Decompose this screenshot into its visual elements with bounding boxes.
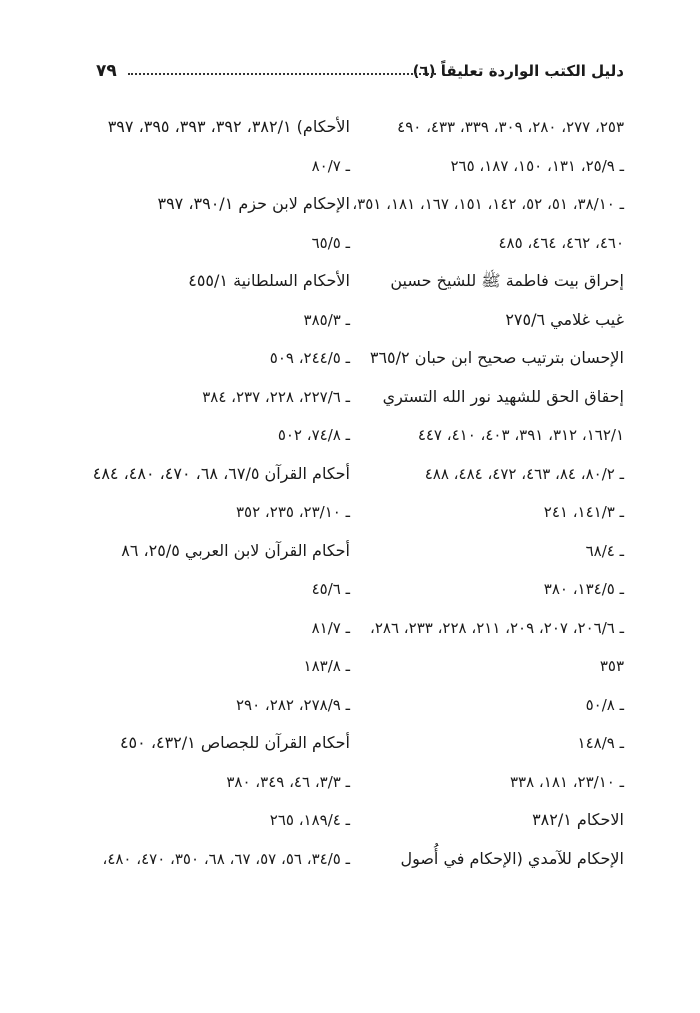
page-number: ٧٩: [96, 61, 117, 81]
index-entry: ـ ٣٨/١٠، ٥١، ٥٢، ١٤٢، ١٥١، ١٦٧، ١٨١، ٣٥١،: [352, 195, 624, 213]
page-header: [96, 58, 624, 88]
index-entry: ـ ٢٤٤/٥، ٥٠٩: [269, 349, 350, 367]
index-entry: ـ ٢٥/٩، ١٣١، ١٥٠، ١٨٧، ٢٦٥: [450, 156, 624, 175]
index-entry: ـ ١٨٣/٨: [303, 657, 350, 675]
index-entry: الاحكام ٣٨٢/١: [532, 810, 624, 829]
index-entry: ـ ٢٠٦/٦، ٢٠٧، ٢٠٩، ٢١١، ٢٢٨، ٢٣٣، ٢٨٦،: [370, 618, 624, 637]
index-entry: ـ ٢٧٨/٩، ٢٨٢، ٢٩٠: [235, 695, 350, 714]
index-entry: ٢٥٣، ٢٧٧، ٢٨٠، ٣٠٩، ٣٣٩، ٤٣٣، ٤٩٠: [397, 118, 624, 136]
index-entry: ـ ٣٤/٥، ٥٦، ٥٧، ٦٧، ٦٨، ٣٥٠، ٤٧٠، ٤٨٠،: [102, 849, 350, 868]
index-entry: ـ ٢٣/١٠، ١٨١، ٣٣٨: [509, 772, 624, 791]
index-entry: ـ ٣/٣، ٤٦، ٣٤٩، ٣٨٠: [226, 772, 350, 791]
index-entry: إحقاق الحق للشهيد نور الله التستري: [382, 386, 624, 406]
index-entry: ٣٥٣: [599, 657, 624, 675]
index-entry: إحراق بيت فاطمة ﷺ للشيخ حسين: [390, 271, 624, 290]
index-entry: ـ ٣٨٥/٣: [303, 310, 350, 329]
index-entry: ـ ٥٠/٨: [585, 695, 624, 714]
index-entry: أحكام القرآن ٦٧/٥، ٦٨، ٤٧٠، ٤٨٠، ٤٨٤: [92, 463, 350, 483]
index-entry: ـ ١٤٨/٩: [577, 734, 624, 752]
index-entry: ـ ٨١/٧: [311, 618, 350, 637]
index-entry: الإحسان بترتيب صحيح ابن حبان ٣٦٥/٢: [369, 348, 624, 367]
index-column-right: [352, 108, 624, 878]
index-entry: ٤٦٠، ٤٦٢، ٤٦٤، ٤٨٥: [498, 233, 624, 252]
index-entry: أحكام القرآن للجصاص ٤٣٢/١، ٤٥٠: [119, 733, 350, 752]
index-entry: أحكام القرآن لابن العربي ٢٥/٥، ٨٦: [121, 540, 350, 560]
index-entry: غيب غلامي ٢٧٥/٦: [505, 309, 624, 329]
index-entry: ـ ٦٥/٥: [311, 233, 350, 252]
index-entry: ١٦٢/١، ٣١٢، ٣٩١، ٤٠٣، ٤١٠، ٤٤٧: [417, 426, 624, 444]
index-entry: الأحكام) ٣٨٢/١، ٣٩٢، ٣٩٣، ٣٩٥، ٣٩٧: [107, 117, 350, 136]
running-title: دليل الكتب الواردة تعليقاً (٦): [412, 62, 624, 80]
index-entry: ـ ٤٥/٦: [311, 580, 350, 598]
dot-leader: [128, 73, 436, 75]
index-entry: الإحكام لابن حزم ٣٩٠/١، ٣٩٧: [157, 194, 350, 213]
index-entry: ـ ٢٢٧/٦، ٢٢٨، ٢٣٧، ٣٨٤: [202, 387, 350, 406]
index-entry: الأحكام السلطانية ٤٥٥/١: [188, 271, 350, 290]
index-entry: الإحكام للآمدي (الإحكام في أُصول: [400, 848, 624, 868]
index-entry: ـ ١٣٤/٥، ٣٨٠: [543, 580, 624, 598]
index-entry: ـ ٨٠/٢، ٨٤، ٤٦٣، ٤٧٢، ٤٨٤، ٤٨٨: [424, 464, 624, 483]
index-column-left: [92, 108, 350, 878]
index-entry: ـ ٨٠/٧: [311, 156, 350, 175]
index-entry: ـ ٧٤/٨، ٥٠٢: [277, 426, 350, 444]
index-entry: ـ ٦٨/٤: [585, 541, 624, 560]
index-entry: ـ ١٤١/٣، ٢٤١: [543, 503, 624, 521]
index-entry: ـ ١٨٩/٤، ٢٦٥: [269, 811, 350, 829]
index-entry: ـ ٢٣/١٠، ٢٣٥، ٣٥٢: [235, 503, 350, 521]
